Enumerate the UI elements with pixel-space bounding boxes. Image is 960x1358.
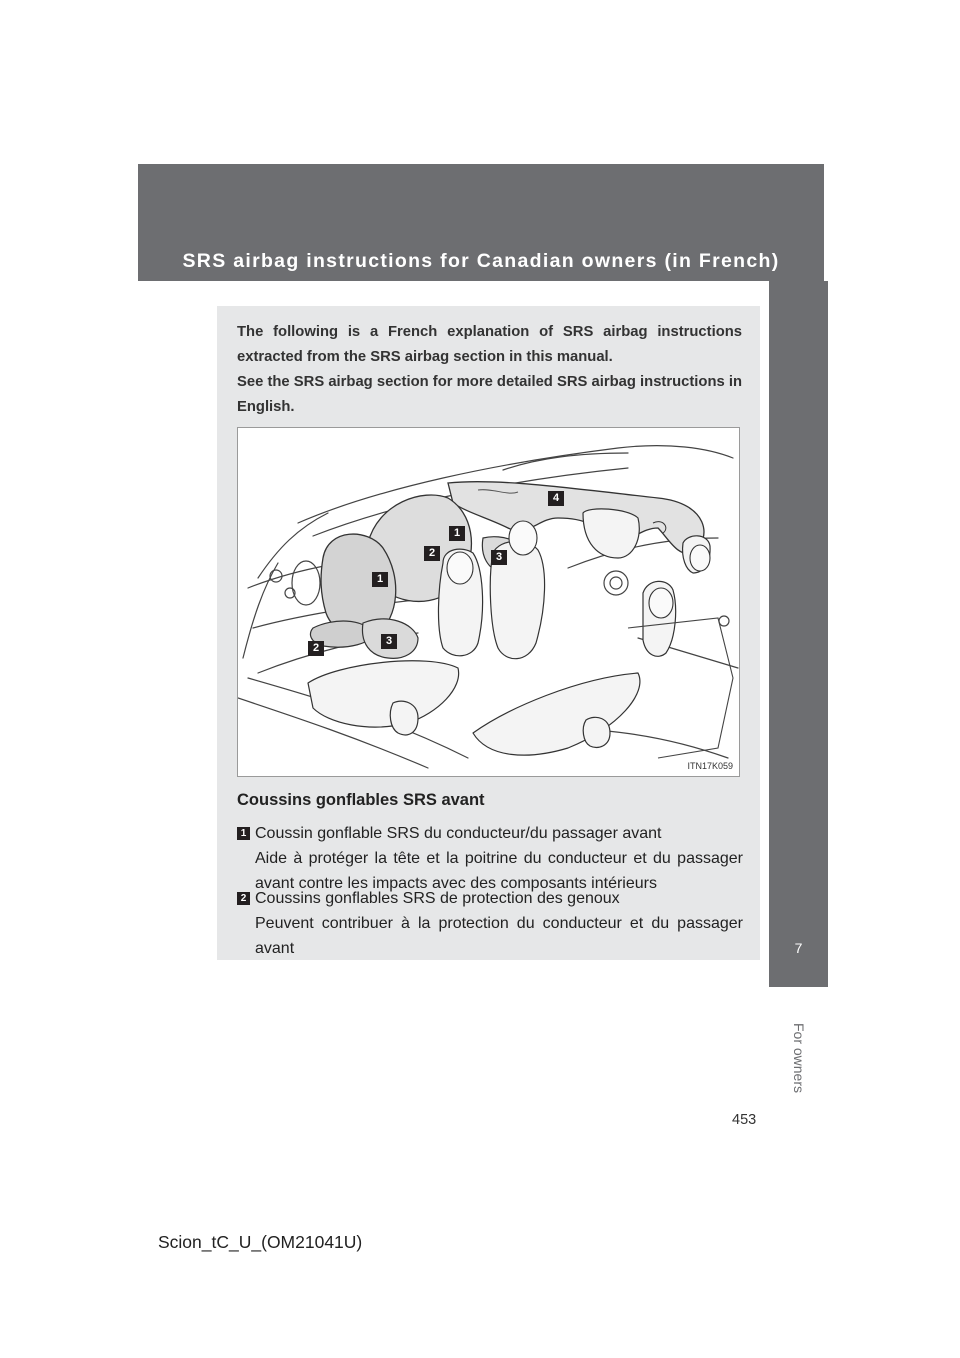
header-band (138, 164, 824, 281)
item-description: Aide à protéger la tête et la poitrine du conducteur et du passager avant contre les impacts avec des composants intérieurs (255, 850, 743, 892)
intro-paragraph-1: The following is a French explanation of SRS airbag instructions extracted from the SRS airbag section in this manual. (237, 324, 742, 365)
airbag-label-2-driver: 2 (308, 641, 324, 656)
item-number-badge: 2 (237, 892, 250, 905)
item-description: Peuvent contribuer à la protection du conducteur et du passager avant (255, 915, 743, 957)
airbag-label-1-passenger: 1 (449, 526, 465, 541)
airbag-label-4: 4 (548, 491, 564, 506)
content-box (217, 306, 760, 960)
footer-model-code: Scion_tC_U_(OM21041U) (158, 1232, 363, 1252)
section-heading: Coussins gonflables SRS avant (237, 791, 485, 809)
figure-code: ITN17K059 (687, 761, 733, 771)
chapter-tab (769, 281, 828, 987)
page-title: SRS airbag instructions for Canadian owners (in French) (182, 250, 780, 272)
airbag-label-2-passenger: 2 (424, 546, 440, 561)
list-item (237, 886, 743, 961)
airbag-label-3-passenger: 3 (491, 550, 507, 565)
car-interior-drawing (238, 428, 739, 776)
item-number-badge: 1 (237, 827, 250, 840)
airbag-label-3-driver: 3 (381, 634, 397, 649)
intro-paragraph-2: See the SRS airbag section for more detailed SRS airbag instructions in English. (237, 374, 742, 415)
chapter-label: For owners (791, 1022, 807, 1094)
item-title: Coussins gonflables SRS de protection des genoux (255, 890, 620, 907)
airbag-illustration (237, 427, 740, 777)
airbag-label-1-driver: 1 (372, 572, 388, 587)
intro-text (237, 320, 742, 420)
page-number: 453 (732, 1112, 757, 1128)
chapter-number: 7 (794, 940, 803, 956)
list-item (237, 821, 743, 896)
item-title: Coussin gonflable SRS du conducteur/du passager avant (255, 825, 662, 842)
